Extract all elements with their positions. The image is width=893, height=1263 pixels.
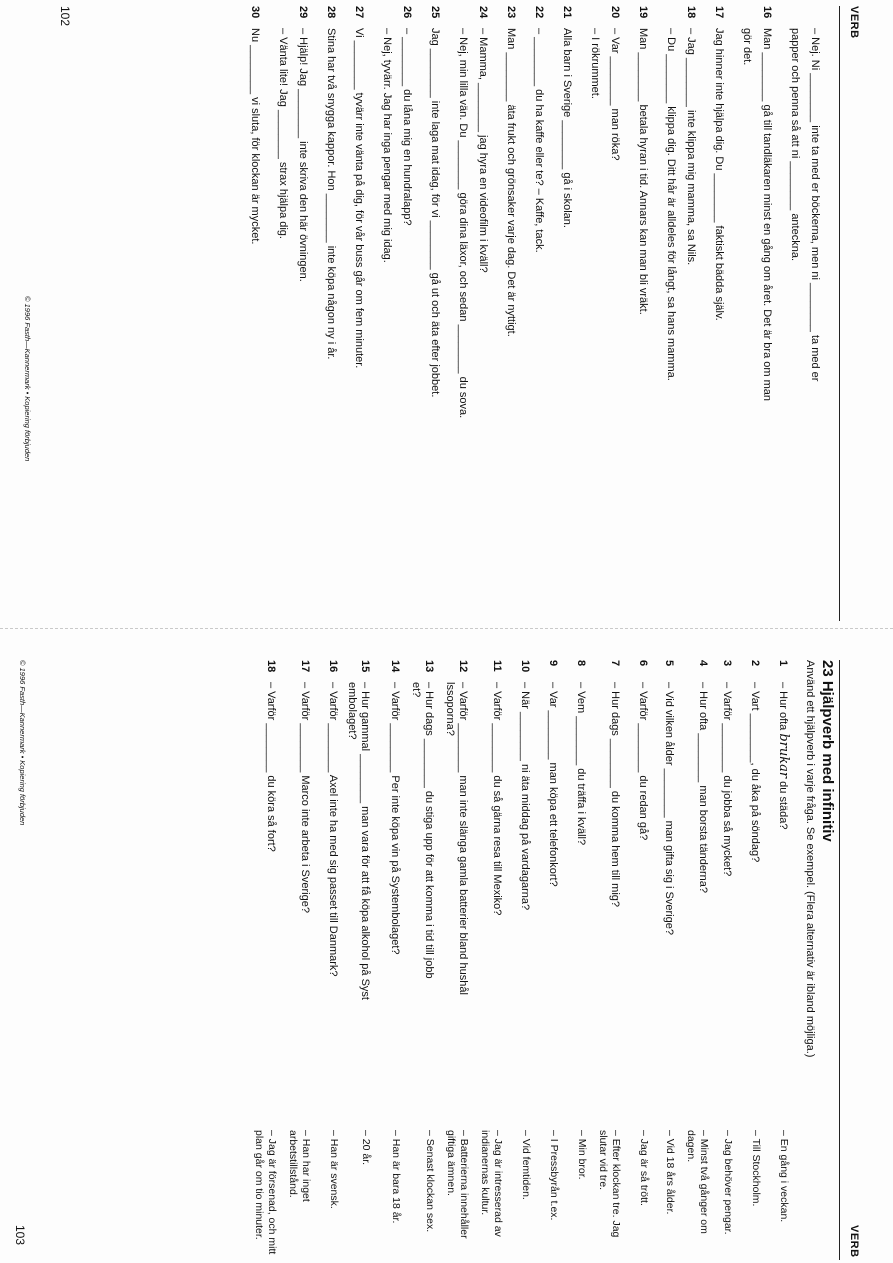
exercise-line: [588, 6, 602, 99]
exercise-line: [276, 6, 290, 239]
question-text-continued: lssoporna?: [444, 682, 456, 736]
exercise-number: 24: [477, 6, 489, 19]
answer: – Min bror.: [576, 1130, 588, 1180]
question-text: – Varför ________ du så gärna resa till Mexiko?: [491, 682, 503, 916]
page-header: VERB: [848, 1225, 860, 1258]
question-number: 4: [697, 660, 709, 667]
exercise-number: 29: [297, 6, 309, 19]
question-text: – Varför ________ Marco inte arbeta i Sverige?: [299, 682, 311, 913]
question-text: – Varför ________ du redan gå?: [637, 682, 649, 841]
exercise-number: 17: [713, 6, 725, 19]
exercise-line: [352, 6, 366, 368]
question-text-continued: et?: [410, 682, 422, 698]
question: [422, 660, 436, 979]
exercise-text: – Vänta lite! Jag ________ strax hjälpa dig.: [277, 28, 289, 239]
exercise-text: Man ________ betala hyran i tid. Annars kan man bli vräkt.: [637, 28, 649, 315]
exercise-text: Man ________ gå till tandläkaren minst en gång om året. Det är bra om man: [761, 28, 773, 401]
exercise-number: 30: [249, 6, 261, 19]
exercise-line: [324, 6, 338, 359]
exercise-number: 28: [325, 6, 337, 19]
question-number: 6: [637, 660, 649, 667]
exercise-number: 25: [429, 6, 441, 19]
copyright: © 1996 Fasth—Kannermark • Kopiering förbjuden: [23, 296, 32, 462]
exercise-text: – Nej, tyvärr. Jag har inga pengar med mig idag.: [381, 28, 393, 263]
answer: – Jag är försenad, och mitt plan går om tio minuter.: [253, 1130, 278, 1255]
answer: – Han har inget arbetstillstånd.: [287, 1130, 312, 1202]
question-text: – Var ________ man köpa ett telefonkort?: [547, 682, 559, 887]
exercise-text: – Du ________ klippa dig. Ditt hår är alldeles för långt, sa hans mamma.: [665, 28, 677, 381]
question-text-continued: embolaget?: [346, 682, 358, 740]
exercise-number: 19: [637, 6, 649, 19]
question: [662, 660, 676, 935]
question: [358, 660, 372, 1000]
exercise-instruction: Använd ett hjälpverb i varje fråga. Se exempel. (Flera alternativ är ibland möjliga.): [804, 660, 816, 1058]
question: [608, 660, 622, 907]
question-number: 12: [457, 660, 469, 673]
exercise-text: – I rökrummet.: [589, 28, 601, 99]
exercise-number: 27: [353, 6, 365, 19]
question-number: 2: [749, 660, 761, 667]
exercise-line: [808, 6, 822, 381]
question: [696, 660, 710, 893]
question-text: – Hur dags ________ du komma hem till mig?: [609, 682, 621, 908]
exercise-number: 23: [505, 6, 517, 19]
question-number: 3: [721, 660, 733, 667]
exercise-line: [740, 6, 754, 65]
exercise-number: 21: [561, 6, 573, 19]
exercise-text: gör det.: [741, 28, 753, 66]
exercise-text: – ________ du låna mig en hundralapp?: [401, 28, 413, 226]
question-number: 13: [423, 660, 435, 673]
exercise-line: [248, 6, 262, 244]
exercise-text: Stina har två snygga kappor. Hon ________ inte köpa någon ny i år.: [325, 28, 337, 360]
exercise-line: [636, 6, 650, 315]
question-number: 18: [265, 660, 277, 673]
question: [490, 660, 504, 915]
exercise-text: Alla barn i Sverige ________ gå i skolan.: [561, 28, 573, 228]
question-text: – Vid vilken ålder ________ man gifta sig i Sverige?: [663, 682, 675, 935]
exercise-line: [760, 6, 774, 401]
exercise-number: 26: [401, 6, 413, 19]
answer: – Till Stockholm.: [750, 1130, 762, 1207]
question-number: 14: [389, 660, 401, 673]
question-text: – Hur ofta ________ man borsta tänderna?: [697, 682, 709, 893]
question-number: 9: [547, 660, 559, 667]
answer: – Efter klockan tre. Jag slutar vid tre.: [597, 1130, 622, 1238]
answer: – Jag är intresserad av indianernas kultur.: [479, 1130, 504, 1237]
answer: – En gång i veckan.: [778, 1130, 790, 1223]
question-text: – Hur gammal ________ man vara för att få köpa alkohol på Syst: [359, 682, 371, 1000]
exercise-text: Jag ________ inte laga mat idag, för vi ________ gå ut och äta efter jobbet.: [429, 28, 441, 398]
question: [388, 660, 402, 955]
copyright: © 1996 Fasth—Kannermark • Kopiering förbjuden: [18, 660, 27, 826]
header-rule: [839, 6, 862, 621]
answer: – Vid femtiden.: [520, 1130, 532, 1200]
question-text: – Hur ofta brukar du städa?: [776, 682, 791, 830]
question-number: 15: [359, 660, 371, 673]
exercise-text: Man ________ äta frukt och grönsaker varje dag. Det är nyttigt.: [505, 28, 517, 337]
exercise-text: – Mamma, ________ jag hyra en videofilm i kväll?: [477, 28, 489, 273]
handwritten-answer: brukar: [776, 733, 791, 779]
exercise-number: 16: [761, 6, 773, 19]
exercise-line: [712, 6, 726, 321]
exercise-line: [560, 6, 574, 228]
question-text: – Varför ________ Axel inte ha med sig passet till Danmark?: [327, 682, 339, 977]
question-number: 11: [491, 660, 503, 672]
question-number: 10: [519, 660, 531, 673]
exercise-text: – Hjälp! Jag ________ inte skriva den här övningen.: [297, 28, 309, 282]
question: [264, 660, 278, 852]
exercise-text: Vi ________ tyvärr inte vänta på dig, för vår buss går om fem minuter.: [353, 28, 365, 369]
question-number: 5: [663, 660, 675, 667]
question: [518, 660, 532, 910]
question-text: – Varför ________ man inte slänga gamla batterier bland hushål: [457, 682, 469, 995]
exercise-text: – ________ du ha kaffe eller te? – Kaffe, tack.: [533, 28, 545, 253]
question-text: – Varför ________ du köra så fort?: [265, 682, 277, 852]
question-text: – Vem ________ du träffa i kväll?: [575, 682, 587, 846]
exercise-line: [532, 6, 546, 253]
exercise-line: [428, 6, 442, 397]
answer: – Batterierna innehåller giftiga ämnen.: [445, 1130, 470, 1239]
question-text: – Varför ________ du jobba så mycket?: [721, 682, 733, 877]
exercise-title: 23 Hjälpverb med infinitiv: [819, 660, 836, 842]
exercise-number: 20: [609, 6, 621, 19]
question: [326, 660, 340, 977]
exercise-text: – Jag ________ inte klippa mig mamma, sa Nils.: [685, 28, 697, 266]
answer: – Jag är så trött.: [638, 1130, 650, 1206]
exercise-text: Jag hinner inte hjälpa dig. Du ________ faktiskt bädda själv.: [713, 28, 725, 321]
question-text: – Vart ________, du åka på söndag?: [749, 682, 761, 863]
question-number: 16: [327, 660, 339, 673]
answer: – Han är svensk.: [328, 1130, 340, 1209]
question: [298, 660, 312, 913]
question: [546, 660, 560, 887]
question-text: – Varför ________ Per inte köpa vin på Systembolaget?: [389, 682, 401, 955]
exercise-line: [664, 6, 678, 381]
question-text: – När ________ ni äta middag på vardagarna?: [519, 682, 531, 911]
question: [636, 660, 650, 840]
answer: – 20 år.: [360, 1130, 372, 1166]
answer: – Minst två gånger om dagen.: [685, 1130, 710, 1234]
question: [456, 660, 470, 995]
exercise-line: [476, 6, 490, 273]
exercise-text: – Nej. Ni ________ inte ta med er böckerna, men ni ________ ta med er: [809, 28, 821, 382]
question: [748, 660, 762, 862]
question-number: 7: [609, 660, 621, 667]
answer: – Vid 18 års ålder.: [664, 1130, 676, 1215]
question: [776, 660, 790, 830]
page-number: 103: [13, 1225, 27, 1246]
exercise-line: [296, 6, 310, 282]
exercise-text: – Var ________ man röka?: [609, 28, 621, 161]
page-header: VERB: [848, 6, 860, 39]
answer: – I Pressbyrån t.ex.: [548, 1130, 560, 1221]
answer: – Han är bara 18 år.: [390, 1130, 402, 1224]
exercise-text: Nu ________ vi sluta, för klockan är mycket.: [249, 28, 261, 245]
question-text: – Hur dags ________ du stiga upp för att komma i tid till jobb: [423, 682, 435, 979]
answer: – Senast klockan sex.: [424, 1130, 436, 1233]
header-rule: [839, 660, 862, 1260]
exercise-line: [400, 6, 414, 226]
exercise-number: 18: [685, 6, 697, 19]
exercise-line: [684, 6, 698, 265]
page-fold: [0, 628, 893, 629]
exercise-number: 22: [533, 6, 545, 19]
exercise-text: – Nej, min lilla vän. Du ________ göra dina läxor, och sedan ________ du sova.: [457, 28, 469, 419]
question: [574, 660, 588, 845]
exercise-line: [608, 6, 622, 161]
page-103: [13, 660, 862, 1260]
page-102: [22, 6, 862, 621]
exercise-text: papper och penna så att ni ________ anteckna.: [789, 28, 801, 262]
question-number: 1: [777, 660, 789, 667]
exercise-line: [504, 6, 518, 337]
answer: – Jag behöver pengar.: [722, 1130, 734, 1235]
exercise-line: [456, 6, 470, 418]
exercise-line: [380, 6, 394, 263]
question: [720, 660, 734, 876]
question-number: 17: [299, 660, 311, 673]
exercise-line: [788, 6, 802, 261]
question-number: 8: [575, 660, 587, 667]
page-number: 102: [58, 6, 72, 27]
